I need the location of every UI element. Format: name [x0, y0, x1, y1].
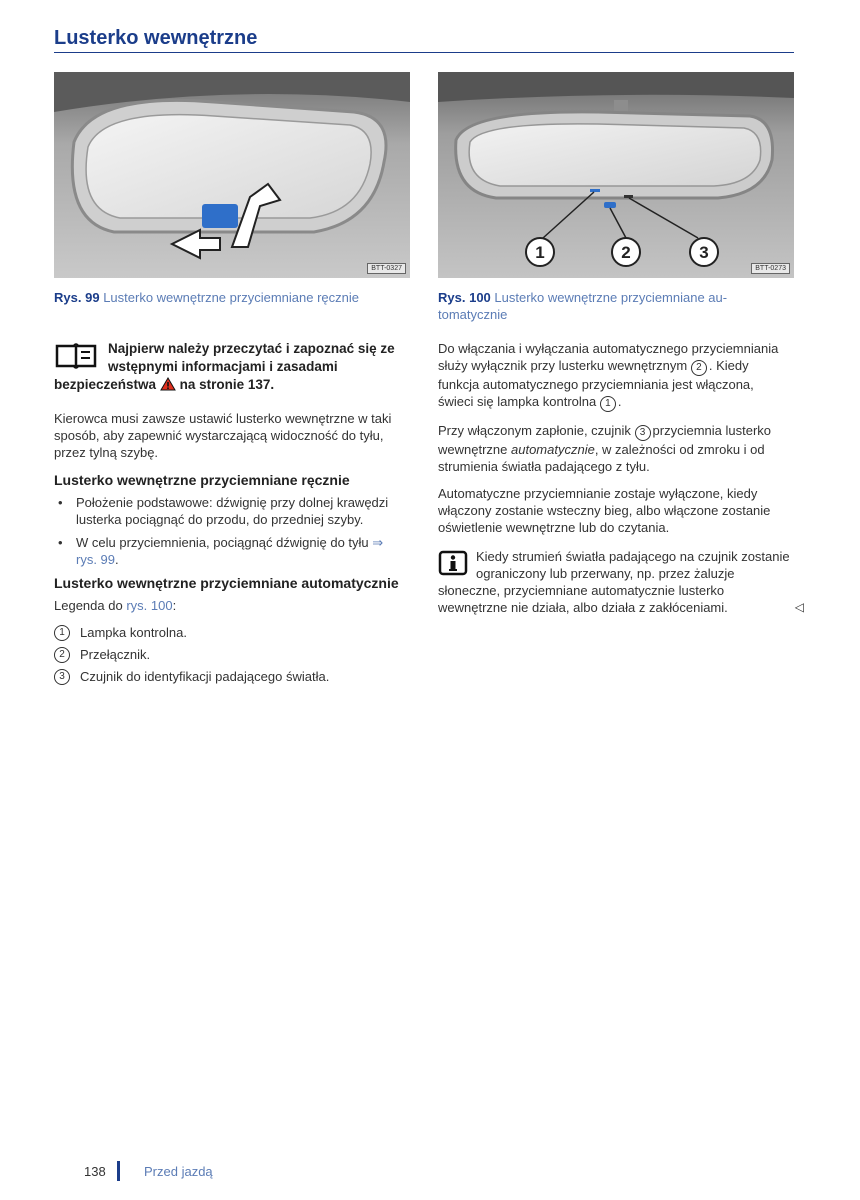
intro-paragraph: Kierowca musi zawsze ustawić lusterko wewnętrzne w taki sposób, aby zapewnić wystarczającą widoczność do tyłu, przez tylną szybę.	[54, 411, 392, 460]
figure-caption-99	[54, 289, 408, 306]
caption-label: Rys.	[54, 290, 82, 305]
callout-2-label: 2	[621, 243, 631, 262]
legend-intro	[54, 597, 406, 614]
right-column	[438, 340, 804, 616]
legend-item	[54, 624, 406, 641]
warning-triangle-icon	[160, 377, 176, 391]
caption-number: 100	[469, 290, 491, 305]
callout-3	[690, 238, 718, 266]
bullet-end: .	[115, 552, 119, 567]
safety-notice-text: Najpierw należy przeczytać i zapoznać się ze wstępnymi informacjami i zasadami bezpieczeństwa	[54, 341, 395, 392]
legend-text: Przełącznik.	[80, 647, 151, 662]
section-end-icon: ◁	[794, 600, 804, 614]
info-note	[438, 548, 804, 616]
figure-manual-mirror	[54, 72, 410, 278]
figure-ref-link[interactable]: ⇒ rys. 99	[76, 535, 384, 567]
figure-auto-mirror	[438, 72, 794, 278]
paragraph-text: , w zależności od zmroku i od strumienia światła padającego z tyłu.	[438, 442, 765, 474]
legend-intro-end: :	[172, 598, 177, 613]
paragraph-text: Do włączania i wyłączania automatycznego przyciemniania służy wyłącznik przy lusterku wewnętrznym	[438, 341, 779, 373]
paragraph-text: przyciemnia lusterko wewnętrzne	[438, 423, 772, 457]
info-text: Kiedy strumień światła padającego na czujnik zostanie ograniczony lub przerwany, np. przez żaluzje słoneczne, przyciemniane automatycznie lusterko wewnętrzne nie działa, albo działa z zakłóceniami.	[438, 549, 790, 615]
manual-heading: Lusterko wewnętrzne przyciemniane ręcznie	[54, 472, 350, 488]
bullet-item: • Położenie podstawowe: dźwignię przy dolnej krawędzi lusterka pociągnąć do przodu, do przedniej szyby.	[54, 494, 406, 528]
page-title: Lusterko wewnętrzne	[54, 27, 258, 49]
book-icon	[54, 342, 98, 370]
legend-number: 2	[54, 647, 70, 663]
legend-item	[54, 668, 406, 685]
ref-number: 3	[635, 425, 651, 441]
footer-separator	[117, 1161, 120, 1181]
callout-2	[612, 238, 640, 266]
legend-number: 3	[54, 669, 70, 685]
bullet-text: W celu przyciemnienia, pociągnąć dźwignię do tyłu	[76, 535, 369, 550]
manual-mirror-illustration	[54, 72, 410, 278]
callout-1-label: 1	[535, 243, 545, 262]
emphasis-text: automatycznie	[511, 442, 595, 457]
legend-item	[54, 646, 406, 663]
callout-3-label: 3	[699, 243, 709, 262]
auto-heading: Lusterko wewnętrzne przyciemniane automatycznie	[54, 575, 399, 591]
ref-number: 2	[691, 360, 707, 376]
safety-notice-ref: na stronie 137.	[179, 377, 275, 392]
bullet-item	[54, 534, 406, 568]
figure-caption-100	[438, 289, 792, 323]
caption-text: Lusterko wewnętrzne przyciemniane automatycznie	[438, 290, 728, 322]
page-number: 138	[84, 1164, 106, 1179]
figure-code: BTT-0273	[751, 263, 790, 274]
ref-number: 1	[600, 396, 616, 412]
left-column	[54, 340, 406, 690]
legend-text: Czujnik do identyfikacji padającego światła.	[80, 669, 330, 684]
paragraph-disable: Automatyczne przyciemnianie zostaje wyłączone, kiedy włączony zostanie wsteczny bieg, albo włączone zostanie oświetlenie wewnętrzne lub do czytania.	[438, 486, 771, 535]
callout-1	[526, 238, 554, 266]
dimming-lever	[202, 204, 238, 228]
paragraph-switch	[438, 340, 790, 412]
figure-code: BTT-0327	[367, 263, 406, 274]
figure-ref-link[interactable]: rys. 100	[126, 598, 173, 613]
caption-label: Rys.	[438, 290, 466, 305]
legend-number: 1	[54, 625, 70, 641]
safety-notice	[54, 340, 406, 394]
info-icon	[438, 550, 468, 576]
paragraph-text: . Kiedy funkcja automatycznego przyciemniania jest włączona, świeci się lampka kontrolna	[438, 358, 754, 409]
legend-text: Lampka kontrolna.	[80, 625, 187, 640]
paragraph-end: .	[617, 394, 622, 409]
paragraph-text: Przy włączonym zapłonie, czujnik	[438, 423, 631, 438]
section-name: Przed jazdą	[144, 1164, 213, 1179]
paragraph-sensor	[438, 422, 790, 475]
caption-text: Lusterko wewnętrzne przyciemniane ręcznie	[103, 290, 359, 305]
auto-mirror-illustration	[438, 72, 794, 278]
title-rule	[54, 52, 794, 53]
legend-intro-text: Legenda do	[54, 598, 123, 613]
caption-number: 99	[85, 290, 100, 305]
